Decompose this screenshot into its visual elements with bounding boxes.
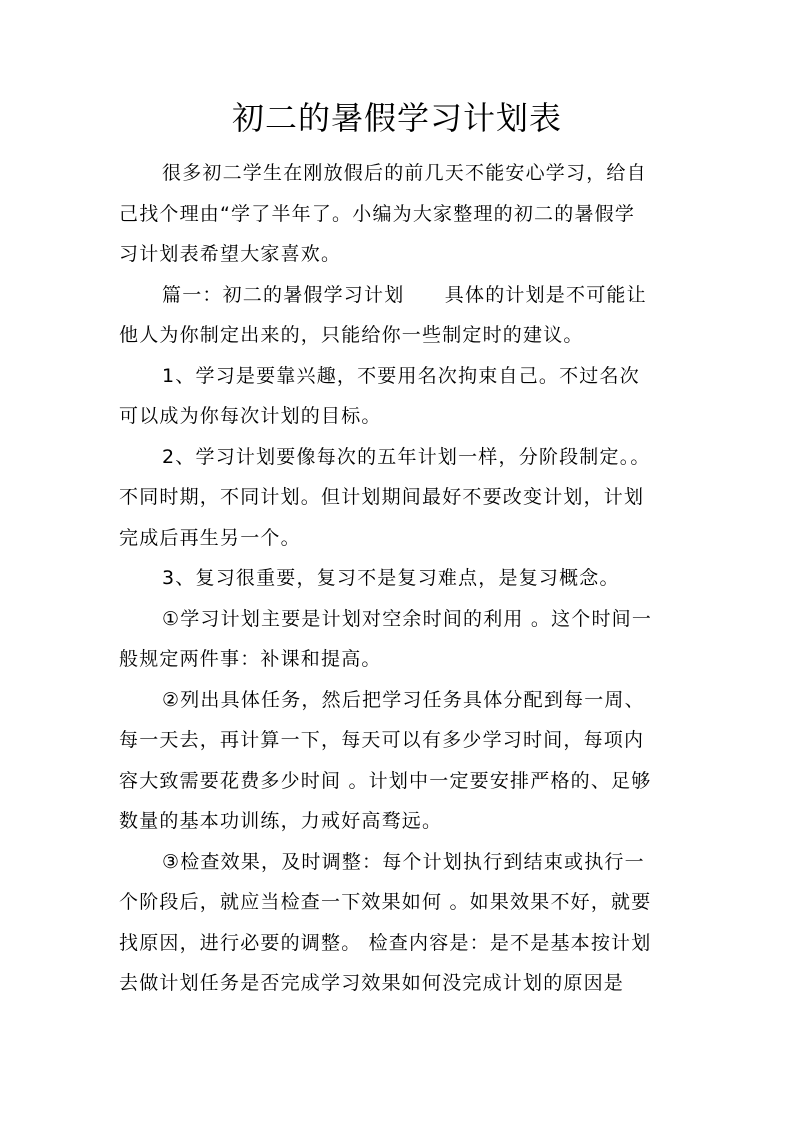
paragraph-line: 个阶段后，就应当检查一下效果如何 。如果效果不好，就要 bbox=[119, 891, 652, 913]
paragraph-line: 完成后再生另一个。 bbox=[119, 526, 301, 549]
paragraph-line: 己找个理由“学了半年了。小编为大家整理的初二的暑假学 bbox=[119, 202, 636, 225]
paragraph-line: 找原因，进行必要的调整。 检查内容是：是不是基本按计划 bbox=[119, 931, 652, 954]
paragraph-line: 不同时期，不同计划。但计划期间最好不要改变计划，计划 bbox=[119, 486, 645, 508]
paragraph-line: 每一天去，再计算一下，每天可以有多少学习时间，每项内 bbox=[119, 729, 645, 751]
paragraph-line: 般规定两件事：补课和提高。 bbox=[119, 648, 382, 670]
paragraph-line: 容大致需要花费多少时间 。计划中一定要安排严格的、足够 bbox=[119, 769, 652, 792]
paragraph-line: 他人为你制定出来的，只能给你一些制定时的建议。 bbox=[119, 324, 584, 346]
paragraph-line: 可以成为你每次计划的目标。 bbox=[119, 405, 382, 427]
document-body bbox=[119, 153, 679, 1004]
paragraph-line: 1、学习是要靠兴趣，不要用名次拘束自己。不过名次 bbox=[162, 364, 640, 387]
document-title: 初二的暑假学习计划表 bbox=[231, 99, 562, 137]
paragraph-line: 很多初二学生在刚放假后的前几天不能安心学习，给自 bbox=[162, 162, 647, 184]
paragraph-line: 2、学习计划要像每次的五年计划一样，分阶段制定。。 bbox=[162, 445, 651, 468]
paragraph-line: ③检查效果，及时调整：每个计划执行到结束或执行一 bbox=[162, 850, 645, 873]
paragraph-line: 3、复习很重要，复习不是复习难点，是复习概念。 bbox=[162, 567, 620, 589]
paragraph-line: 篇一：初二的暑假学习计划 具体的计划是不可能让 bbox=[162, 283, 647, 306]
paragraph-line: 数量的基本功训练，力戒好高骛远。 bbox=[119, 810, 443, 832]
paragraph-line: ①学习计划主要是计划对空余时间的利用 。这个时间一 bbox=[162, 607, 653, 630]
paragraph-line: 习计划表希望大家喜欢。 bbox=[119, 243, 342, 265]
paragraph-line: ②列出具体任务，然后把学习任务具体分配到每一周、 bbox=[162, 688, 645, 711]
paragraph-line: 去做计划任务是否完成学习效果如何没完成计划的原因是 bbox=[119, 972, 625, 994]
